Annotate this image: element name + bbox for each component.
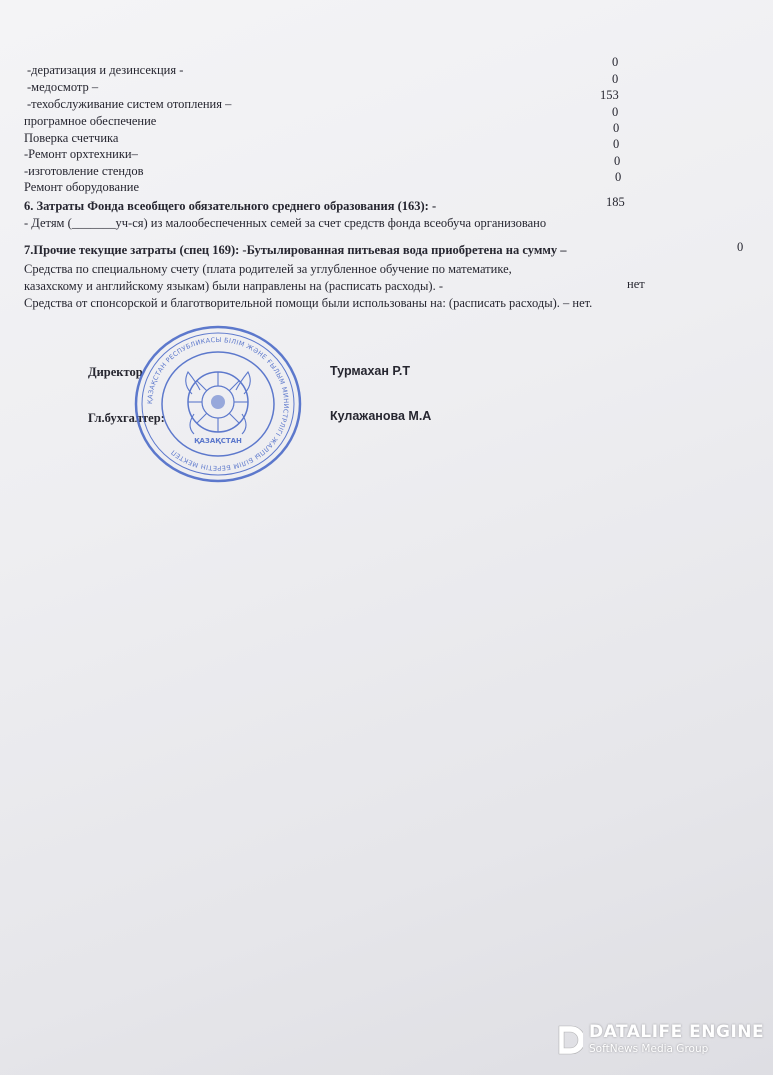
label-row-3: -техобслуживание систем отопления – [27, 97, 232, 111]
accountant-name: Кулажанова М.А [330, 409, 432, 423]
section7-heading: 7.Прочие текущие затраты (спец 169): -Бутылированная питьевая вода приобретена на сумму – [24, 243, 567, 257]
section7-line1: Средства по специальному счету (плата родителей за углубленное обучение по математике, [24, 262, 512, 276]
section6-value: 185 [606, 195, 625, 209]
stamp-center-text: ҚАЗАҚСТАН [194, 437, 242, 445]
label-row-5: Поверка счетчика [24, 131, 119, 145]
label-row-1: -дератизация и дезинсекция - [27, 63, 184, 77]
watermark [555, 1022, 765, 1062]
value-row-4: 0 [612, 105, 619, 119]
label-row-7: -изготовление стендов [24, 164, 144, 178]
value-row-3: 153 [600, 88, 619, 102]
official-stamp [132, 324, 304, 484]
value-row-8: 0 [615, 170, 622, 184]
value-row-6: 0 [613, 137, 620, 151]
watermark-title: DATALIFE ENGINE [589, 1022, 765, 1042]
value-row-2: 0 [612, 72, 619, 86]
director-name: Турмахан Р.Т [330, 364, 410, 378]
director-label: Директор [88, 365, 143, 379]
section7-line2-value: нет [627, 277, 645, 291]
section7-line2: казахскому и английскому языкам) были направлены на (расписать расходы). - [24, 279, 444, 293]
accountant-label: Гл.бухгалтер: [88, 411, 165, 425]
section7-line3: Средства от спонсорской и благотворительной помощи были использованы на: (расписать расходы). – нет. [24, 296, 593, 310]
stamp-ring-text: ҚАЗАҚСТАН РЕСПУБЛИКАСЫ БІЛІМ ЖӘНЕ ҒЫЛЫМ МИНИСТРЛІГІ ЖАЛПЫ БІЛІМ БЕРЕТІН МЕКТЕП [145, 335, 291, 473]
value-row-5: 0 [613, 121, 620, 135]
section7-value: 0 [737, 240, 744, 254]
label-row-2: -медосмотр – [27, 80, 99, 94]
section6-heading: 6. Затраты Фонда всеобщего обязательного среднего образования (163): - [24, 199, 437, 213]
value-row-1: 0 [612, 55, 619, 69]
label-row-4: програмное обеспечение [24, 114, 157, 128]
value-row-7: 0 [614, 154, 621, 168]
label-row-8: Ремонт оборудование [24, 180, 140, 194]
datalife-logo-icon [555, 1024, 583, 1056]
watermark-subtitle: SoftNews Media Group [589, 1043, 709, 1055]
section6-line: - Детям (_______уч-ся) из малообеспеченных семей за счет средств фонда всеобуча организовано [24, 216, 547, 230]
label-row-6: -Ремонт орхтехники– [24, 147, 138, 161]
